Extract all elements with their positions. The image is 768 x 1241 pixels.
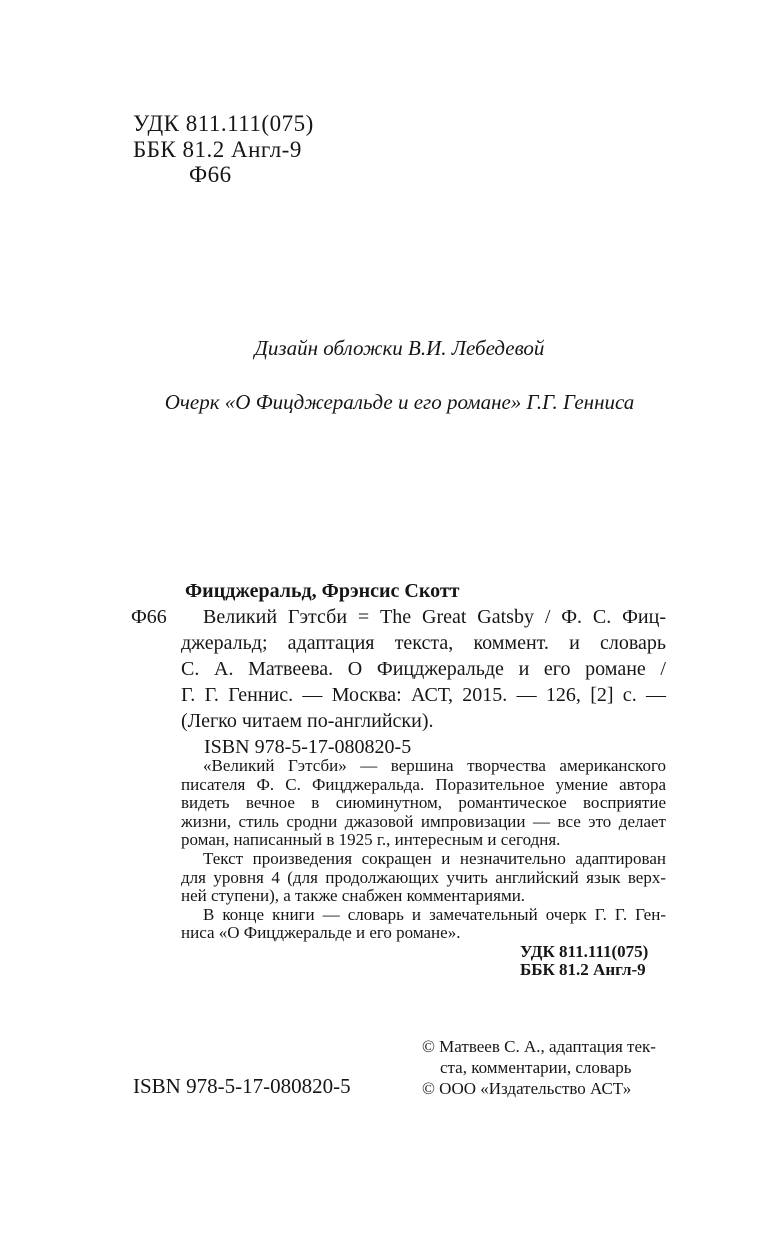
cover-design-credit: Дизайн обложки В.И. Лебедевой xyxy=(254,336,545,360)
copyright-block xyxy=(422,1036,677,1099)
annotation-line: жизни, стиль сродни джазовой импровизации — все это делает xyxy=(181,811,666,831)
author-heading: Фицджеральд, Фрэнсис Скотт xyxy=(185,580,460,602)
annotation-line: ней ступени), а также снабжен комментариями. xyxy=(181,886,526,906)
udk-code-bottom: УДК 811.111(075) xyxy=(520,942,649,961)
author-sign-code-top: Ф66 xyxy=(189,162,232,187)
bbk-code-bottom: ББК 81.2 Англ-9 xyxy=(520,960,646,979)
annotation xyxy=(181,757,666,943)
udk-code-top: УДК 811.111(075) xyxy=(133,111,314,136)
essay-credit: Очерк «О Фицджеральде и его романе» Г.Г. Генниса xyxy=(164,390,635,414)
annotation-line: видеть вечное в сиюминутном, романтическое восприятие xyxy=(181,793,666,813)
classification-codes-top xyxy=(133,111,314,188)
catalog-entry xyxy=(131,578,666,760)
catalog-line: С. А. Матвеева. О Фицджеральде и его романе / xyxy=(181,658,666,680)
annotation-line: для уровня 4 (для продолжающих учить английский язык верх- xyxy=(181,867,666,887)
annotation-line: «Великий Гэтсби» — вершина творчества американского xyxy=(203,756,666,775)
annotation-line: ниса «О Фицджеральде и его романе». xyxy=(181,923,461,943)
catalog-line: джеральд; адаптация текста, коммент. и словарь xyxy=(181,632,666,654)
catalog-line: Г. Г. Геннис. — Москва: АСТ, 2015. — 126, [2] с. — xyxy=(181,684,666,706)
annotation-line: писателя Ф. С. Фицджеральда. Поразительное умение автора xyxy=(181,774,666,794)
copyright-translator-line: © Матвеев С. А., адаптация тек- xyxy=(422,1037,656,1056)
catalog-isbn: ISBN 978-5-17-080820-5 xyxy=(204,736,412,758)
classification-codes-bottom xyxy=(520,943,648,979)
author-sign-code-label: Ф66 xyxy=(131,606,167,628)
annotation-line: Текст произведения сокращен и незначительно адаптирован xyxy=(203,848,666,868)
catalog-line: (Легко читаем по-английски). xyxy=(181,710,434,732)
annotation-line: В конце книги — словарь и замечательный очерк Г. Г. Ген- xyxy=(203,904,666,924)
copyright-translator-continuation: ста, комментарии, словарь xyxy=(440,1058,632,1077)
copyright-publisher-line: © ООО «Издательство АСТ» xyxy=(422,1079,632,1098)
bbk-code-top: ББК 81.2 Англ-9 xyxy=(133,136,302,162)
isbn-number: ISBN 978-5-17-080820-5 xyxy=(133,1074,351,1098)
catalog-line: Великий Гэтсби = The Great Gatsby / Ф. С. Фиц- xyxy=(203,606,666,628)
annotation-line: роман, написанный в 1925 г., интересным и сегодня. xyxy=(181,830,561,850)
